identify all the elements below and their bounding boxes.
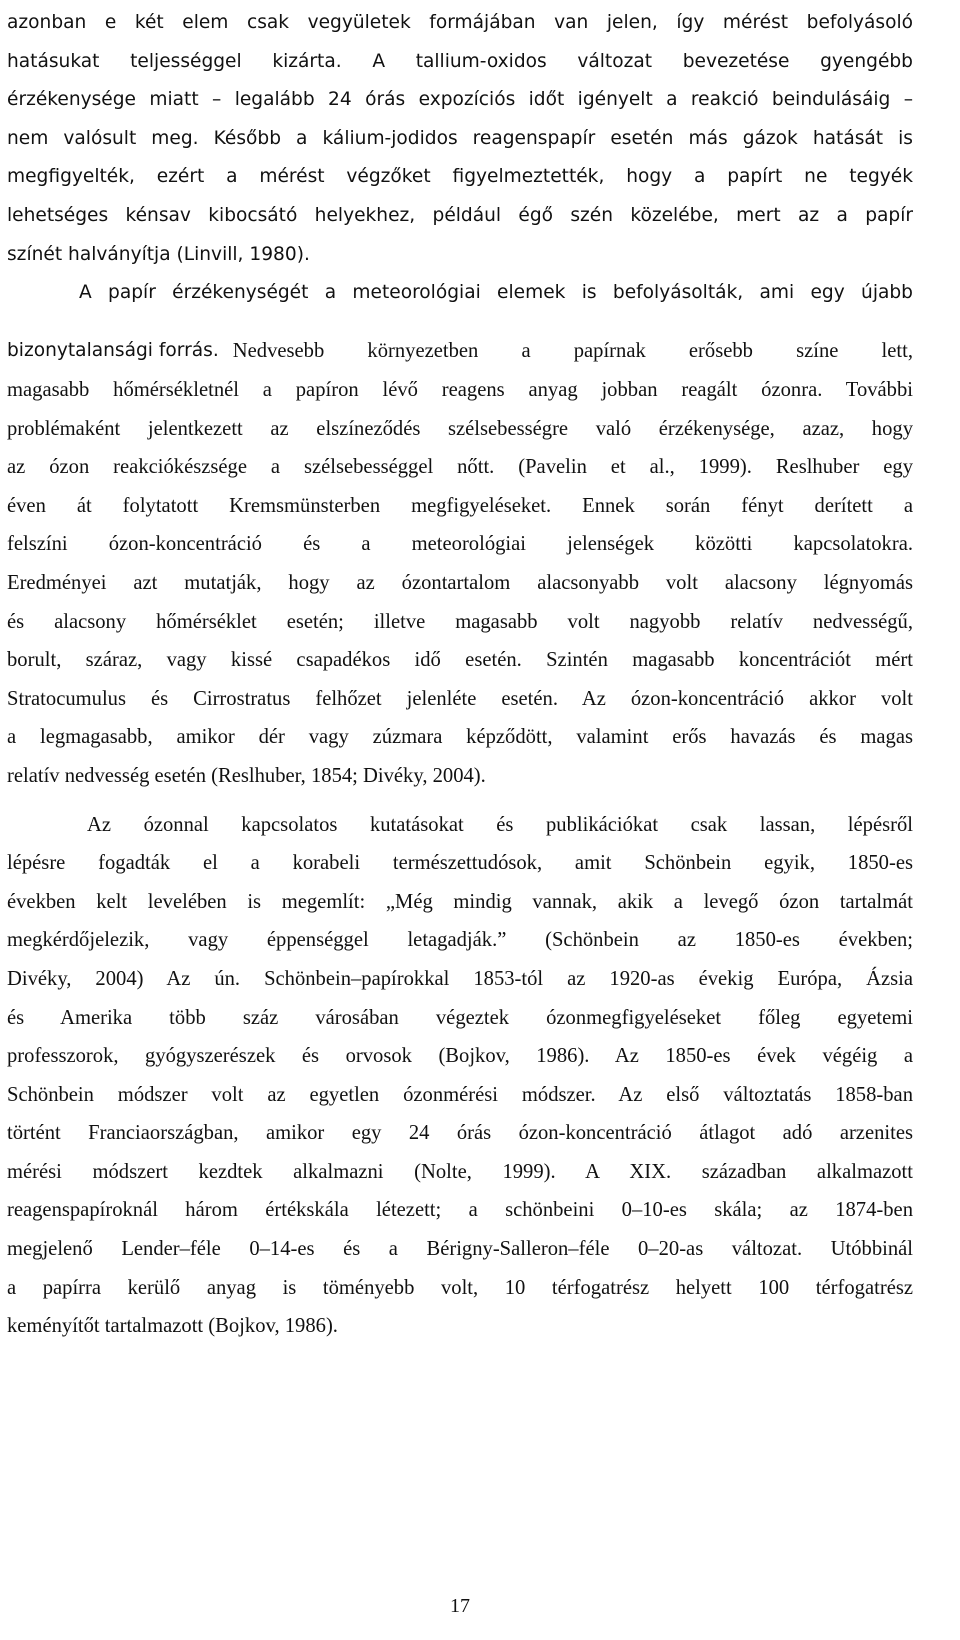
text-line: problémaként jelentkezett az elszíneződés szélsebességre való érzékenysége, azaz, hogy: [7, 417, 913, 440]
paragraph-block-serif: [7, 371, 913, 1346]
text-line: magasabb hőmérsékletnél a papíron lévő reagens anyag jobban reagált ózonra. További: [7, 379, 913, 401]
text-line-sans-part: bizonytalansági forrás.: [7, 340, 219, 361]
text-line: felszíni ózon-koncentráció és a meteorológiai jelenségek közötti kapcsolatokra.: [7, 533, 913, 556]
text-line: Eredményei azt mutatják, hogy az ózontartalom alacsonyabb volt alacsony légnyomás: [7, 571, 913, 594]
text-line: megfigyelték, ezért a mérést végzőket figyelmeztették, hogy a papírt ne tegyék: [7, 166, 913, 188]
text-line: A papír érzékenységét a meteorológiai elemek is befolyásolták, ami egy újabb: [79, 282, 913, 304]
text-line: lehetséges kénsav kibocsátó helyekhez, például égő szén közelébe, mert az a papír: [7, 204, 913, 226]
text-line: megjelenő Lender–féle 0–14-es és a Bérigny-Salleron–féle 0–20-as változat. Utóbbinál: [7, 1238, 913, 1261]
text-line: relatív nedvesség esetén (Reslhuber, 1854; Divéky, 2004).: [7, 764, 486, 787]
text-line: reagenspapíroknál három értékskála létezett; a schönbeini 0–10-es skála; az 1874-ben: [7, 1199, 913, 1222]
text-line: nem valósult meg. Később a kálium-jodidos reagenspapír esetén más gázok hatását is: [7, 127, 913, 149]
text-line: években kelt levelében is megemlít: „Még mindig vannak, akik a levegő ózon tartalmát: [7, 890, 913, 913]
text-line: Stratocumulus és Cirrostratus felhőzet jelenléte esetén. Az ózon-koncentráció akkor volt: [7, 687, 913, 710]
text-line: Divéky, 2004) Az ún. Schönbein–papírokkal 1853-tól az 1920-as évekig Európa, Ázsia: [7, 967, 913, 990]
text-line: Az ózonnal kapcsolatos kutatásokat és publikációkat csak lassan, lépésről: [87, 813, 913, 836]
text-line: éven át folytatott Kremsmünsterben megfigyeléseket. Ennek során fényt derített a: [7, 494, 913, 517]
text-line: hatásukat teljességgel kizárta. A tallium-oxidos változat bevezetése gyengébb: [7, 50, 913, 72]
text-line: mérési módszert kezdtek alkalmazni (Nolte, 1999). A XIX. században alkalmazott: [7, 1160, 913, 1183]
text-line: történt Franciaországban, amikor egy 24 órás ózon-koncentráció átlagot adó arzenites: [7, 1122, 913, 1145]
page-number: 17: [450, 1595, 470, 1617]
text-line: az ózon reakciókészsége a szélsebességgel nőtt. (Pavelin et al., 1999). Reslhuber egy: [7, 456, 913, 479]
text-line: azonban e két elem csak vegyületek formájában van jelen, így mérést befolyásoló: [7, 12, 913, 33]
text-line: a legmagasabb, amikor dér vagy zúzmara képződött, valamint erős havazás és magas: [7, 726, 913, 749]
text-line: színét halványítja (Linvill, 1980).: [7, 243, 310, 265]
text-line: és alacsony hőmérséklet esetén; illetve magasabb volt nagyobb relatív nedvességű,: [7, 610, 913, 633]
text-line: érzékenysége miatt – legalább 24 órás expozíciós időt igényelt a reakció beindulásáig –: [7, 89, 913, 111]
text-line: megkérdőjelezik, vagy éppenséggel letagadják.” (Schönbein az 1850-es években;: [7, 929, 913, 952]
text-line: borult, száraz, vagy kissé csapadékos idő esetén. Szintén magasabb koncentrációt mért: [7, 649, 913, 672]
text-line: professzorok, gyógyszerészek és orvosok (Bojkov, 1986). Az 1850-es évek végéig a: [7, 1045, 913, 1068]
paragraph-block-sans: [7, 4, 913, 313]
text-line-serif-part: Nedvesebb környezetben a papírnak erősebb színe lett,: [232, 340, 913, 362]
text-line: Schönbein módszer volt az egyetlen ózonmérési módszer. Az első változtatás 1858-ban: [7, 1083, 913, 1106]
text-line: lépésre fogadták el a korabeli természettudósok, amit Schönbein egyik, 1850-es: [7, 852, 913, 875]
text-line: keményítőt tartalmazott (Bojkov, 1986).: [7, 1315, 338, 1338]
text-line: a papírra kerülő anyag is töményebb volt, 10 térfogatrész helyett 100 térfogatrész: [7, 1276, 913, 1299]
mixed-line: [7, 332, 913, 371]
text-line: és Amerika több száz városában végeztek ózonmegfigyeléseket főleg egyetemi: [7, 1006, 913, 1029]
